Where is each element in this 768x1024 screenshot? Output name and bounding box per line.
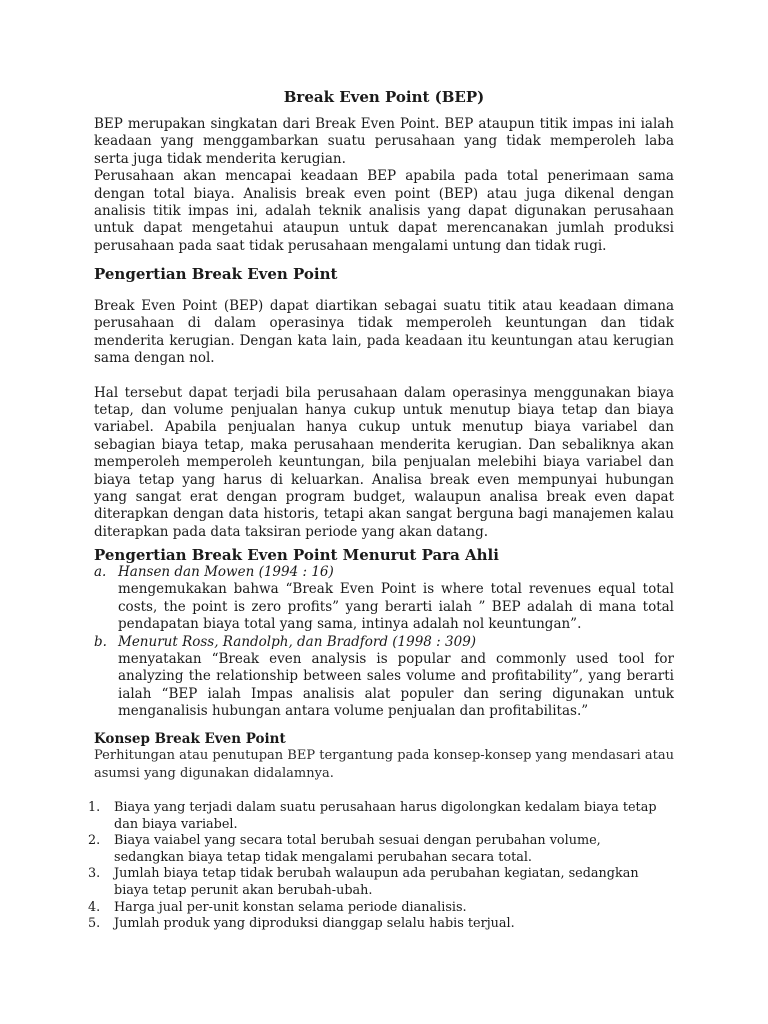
list-number: 1. <box>88 800 101 815</box>
list-item <box>88 833 674 866</box>
list-item <box>94 564 674 634</box>
list-marker: b. <box>94 633 107 650</box>
section-pengertian <box>94 265 674 283</box>
pengertian-paragraph-2: Hal tersebut dapat terjadi bila perusahaan dalam operasinya menggunakan biaya tetap, dan volume penjualan hanya cukup untuk menutup biaya tetap dan biaya variabel. Apabila penjualan hanya cukup untuk menutup biaya variabel dan sebagian biaya tetap, maka perusahaan menderita kerugian. Dan sebaliknya akan memperoleh memperoleh keuntungan, bila penjualan melebihi biaya variabel dan biaya tetap yang harus di keluarkan. Analisa break even mempunyai hubungan yang sangat erat dengan program budget, walaupun analisa break even dapat diterapkan dengan data historis, tetapi akan sangat berguna bagi manajemen kalau diterapkan pada data taksiran periode yang akan datang. <box>94 384 674 540</box>
list-number: 5. <box>88 916 101 932</box>
list-text: Jumlah produk yang diproduksi dianggap selalu habis terjual. <box>114 916 515 932</box>
konsep-list-container <box>88 800 674 933</box>
section-pengertian-body <box>94 298 674 541</box>
pengertian-paragraph-1: Break Even Point (BEP) dapat diartikan sebagai suatu titik atau keadaan dimana perusahaan di dalam operasinya tidak memperoleh keuntungan dan tidak menderita kerugian. Dengan kata lain, pada keadaan itu keuntungan atau kerugian sama dengan nol. <box>94 298 674 367</box>
intro-paragraph-2: Perusahaan akan mencapai keadaan BEP apabila pada total penerimaan sama dengan total biaya. Analisis break even point (BEP) atau juga dikenal dengan analisis titik impas ini, adalah teknik analisis yang dapat digunakan perusahaan untuk dapat mengetahui ataupun untuk dapat merencanakan jumlah produksi perusahaan pada saat tidak perusahaan mengalami untung dan tidak rugi. <box>94 168 674 254</box>
list-item <box>88 866 674 899</box>
expert-quote: menyatakan “Break even analysis is popular and commonly used tool for analyzing the relationship between sales volume and profitability”, yang berarti ialah “BEP ialah Impas analisis alat populer dan sering digunakan untuk menganalisis hubungan antara volume penjualan dan profitabilitas.” <box>118 651 674 720</box>
list-number: 4. <box>88 899 101 915</box>
list-number: 3. <box>88 866 101 882</box>
expert-quote: mengemukakan bahwa “Break Even Point is where total revenues equal total costs, the point is zero profits” yang berarti ialah ” BEP adalah di mana total pendapatan biaya total yang sama, intinya adalah nol keuntungan”. <box>118 581 674 633</box>
list-text: Jumlah biaya tetap tidak berubah walaupun ada perubahan kegiatan, sedangkan biaya tetap perunit akan berubah-ubah. <box>114 866 639 898</box>
list-item <box>88 800 674 833</box>
section-para-ahli <box>94 546 674 721</box>
para-ahli-list <box>94 564 674 721</box>
konsep-paragraph: Perhitungan atau penutupan BEP tergantung pada konsep-konsep yang mendasari atau asumsi yang digunakan didalamnya. <box>94 748 674 781</box>
list-text: Harga jual per-unit konstan selama periode dianalisis. <box>114 899 467 915</box>
intro-paragraph-1: BEP merupakan singkatan dari Break Even Point. BEP ataupun titik impas ini ialah keadaan yang menggambarkan suatu perusahaan yang tidak memperoleh laba serta juga tidak menderita kerugian. <box>94 116 674 167</box>
list-marker: a. <box>94 564 107 580</box>
intro-section <box>94 116 674 255</box>
section-heading-pengertian: Pengertian Break Even Point <box>94 265 338 283</box>
expert-reference: Menurut Ross, Randolph, dan Bradford (1998 : 309) <box>118 633 477 650</box>
list-item <box>94 634 674 721</box>
section-heading-para-ahli: Pengertian Break Even Point Menurut Para Ahli <box>94 546 499 564</box>
list-text: Biaya vaiabel yang secara total berubah sesuai dengan perubahan volume, sedangkan biaya tetap tidak mengalami perubahan secara total. <box>114 833 601 865</box>
document-title: Break Even Point (BEP) <box>283 88 485 106</box>
section-heading-konsep: Konsep Break Even Point <box>94 731 286 747</box>
list-text: Biaya yang terjadi dalam suatu perusahaan harus digolongkan kedalam biaya tetap dan biaya variabel. <box>114 800 657 832</box>
konsep-list <box>88 800 674 933</box>
list-number: 2. <box>88 833 101 849</box>
list-item <box>88 916 674 933</box>
expert-reference: Hansen dan Mowen (1994 : 16) <box>118 564 334 580</box>
list-item <box>88 899 674 917</box>
section-konsep <box>94 731 674 783</box>
